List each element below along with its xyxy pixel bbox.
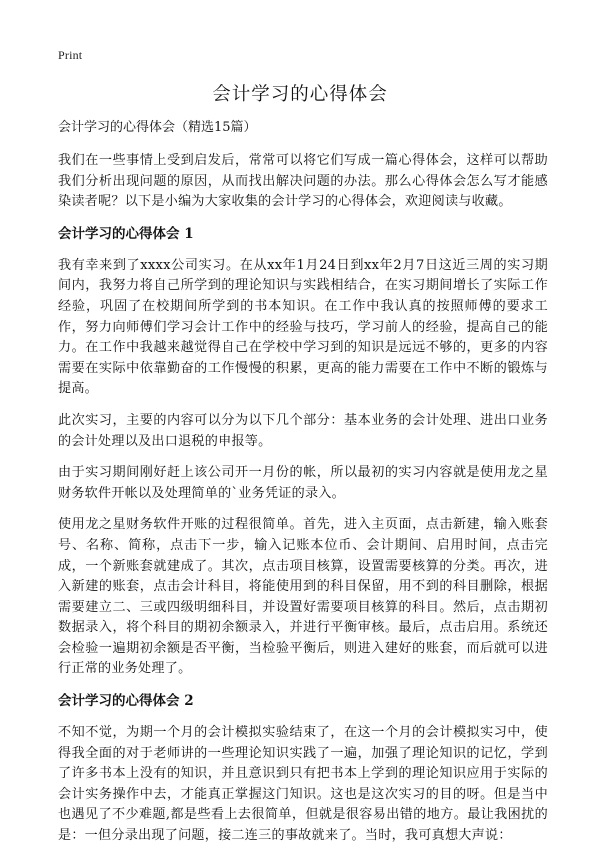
section-heading: 会计学习的心得体会 1 bbox=[58, 225, 194, 242]
body-paragraph: 我有幸来到了xxxx公司实习。在从xx年1月24日到xx年2月7日这近三周的实习期间内，我努力将自己所学到的理论知识与实践相结合，在实习期间增长了实际工作经验，巩固了在校期间所学到的书本知识。在工作中我认真的按照师傅的要求工作，努力向师傅们学习会计工作中的经验与技巧，学习前人的经验，提高自己的能力。在工作中我越来越觉得自己在学校中学习到的知识是远远不够的，更多的内容需要在实际中依靠勤奋的工作慢慢的积累，更高的能力需要在工作中不断的锻炼与提高。 bbox=[58, 257, 548, 397]
document-body bbox=[58, 118, 548, 858]
intro-paragraph: 我们在一些事情上受到启发后，常常可以将它们写成一篇心得体会，这样可以帮助我们分析出现问题的原因，从而找出解决问题的办法。那么心得体会怎么写才能感染读者呢？以下是小编为大家收集的会计学习的心得体会，欢迎阅读与收藏。 bbox=[58, 153, 548, 210]
section-2 bbox=[58, 691, 548, 847]
body-paragraph: 使用龙之星财务软件开账的过程很简单。首先，进入主页面，点击新建，输入账套号、名称、简称，点击下一步，输入记账本位币、会计期间、启用时间，点击完成，一个新账套就建成了。其次，点击项目核算，设置需要核算的分类。再次，进入新建的账套，点击会计科目，将能使用到的科目保留，用不到的科目删除，根据需要建立二、三或四级明细科目，并设置好需要项目核算的科目。然后，点击期初数据录入，将个科目的期初余额录入，并进行平衡审核。最后，点击启用。系统还会检验一遍期初余额是否平衡，当检验平衡后，则进入建好的账套，而后就可以进行正常的业务处理了。 bbox=[58, 517, 548, 677]
section-1 bbox=[58, 224, 548, 680]
print-link[interactable]: Print bbox=[58, 48, 83, 62]
body-paragraph: 不知不觉，为期一个月的会计模拟实验结束了，在这一个月的会计模拟实习中，使得我全面的对于老师讲的一些理论知识实践了一遍，加强了理论知识的记忆，学到了许多书本上没有的知识，并且意识到只有把书本上学到的理论知识应用于实际的会计实务操作中去，才能真正掌握这门知识。这也是这次实习的目的呀。但是当中也遇见了不少难题,都是些看上去很简单，但就是很容易出错的地方。最让我困扰的是：一但分录出现了问题，接二连三的事故就来了。当时，我可真想大声说： bbox=[58, 725, 548, 844]
body-paragraph: 此次实习，主要的内容可以分为以下几个部分：基本业务的会计处理、进出口业务的会计处理以及出口退税的申报等。 bbox=[58, 412, 548, 449]
page-title: 会计学习的心得体会 bbox=[212, 84, 388, 105]
document-subtitle: 会计学习的心得体会（精选15篇） bbox=[58, 120, 257, 135]
body-paragraph: 由于实习期间刚好赶上该公司开一月份的帐，所以最初的实习内容就是使用龙之星财务软件开帐以及处理简单的`业务凭证的录入。 bbox=[58, 465, 548, 501]
section-heading: 会计学习的心得体会 2 bbox=[58, 693, 194, 710]
